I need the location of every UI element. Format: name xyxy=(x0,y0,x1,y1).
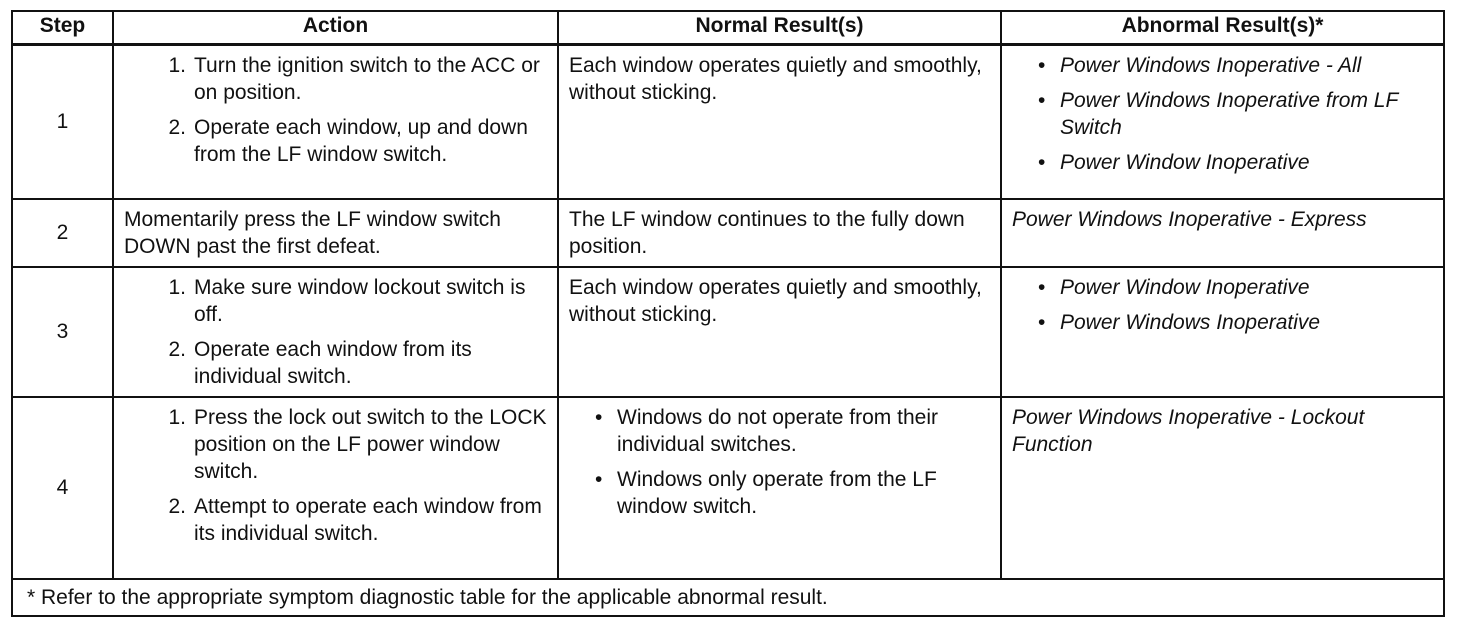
diagnostic-table xyxy=(11,10,1445,617)
step-number: 4 xyxy=(12,397,113,579)
abnormal-result-list xyxy=(1012,274,1435,336)
abnormal-result-cell xyxy=(1001,45,1444,199)
abnormal-result-link[interactable]: • Power Windows Inoperative - All xyxy=(1060,52,1435,79)
normal-result-list xyxy=(569,404,992,520)
action-list xyxy=(124,274,549,390)
action-item: Operate each window from its individual switch. xyxy=(194,337,472,388)
header-step: Step xyxy=(12,11,113,45)
normal-result-item: • Windows do not operate from their individual switches. xyxy=(617,404,992,458)
table-row xyxy=(12,397,1444,579)
action-cell: Momentarily press the LF window switch DOWN past the first defeat. xyxy=(113,199,558,267)
abnormal-result-link[interactable]: Power Windows Inoperative - Lockout Function xyxy=(1001,397,1444,579)
action-list xyxy=(124,404,549,547)
action-cell xyxy=(113,45,558,199)
diagnostic-table-container xyxy=(11,10,1443,617)
normal-result-cell: Each window operates quietly and smoothly, without sticking. xyxy=(558,267,1001,397)
table-row xyxy=(12,45,1444,199)
action-list xyxy=(124,52,549,168)
header-abnormal-results: Abnormal Result(s)* xyxy=(1001,11,1444,45)
action-item: Make sure window lockout switch is off. xyxy=(194,275,526,326)
normal-result-item: • Windows only operate from the LF window switch. xyxy=(617,466,992,520)
step-number: 3 xyxy=(12,267,113,397)
action-cell xyxy=(113,397,558,579)
abnormal-result-cell xyxy=(1001,267,1444,397)
abnormal-result-link[interactable]: • Power Windows Inoperative from LF Switch xyxy=(1060,87,1435,141)
table-row xyxy=(12,267,1444,397)
action-item: Turn the ignition switch to the ACC or on position. xyxy=(194,54,540,104)
footnote-row xyxy=(12,579,1444,616)
abnormal-result-link[interactable]: • Power Window Inoperative xyxy=(1060,149,1435,176)
abnormal-result-link[interactable]: • Power Windows Inoperative xyxy=(1060,309,1435,336)
table-row xyxy=(12,199,1444,267)
abnormal-result-link[interactable]: • Power Window Inoperative xyxy=(1060,274,1435,301)
normal-result-cell: The LF window continues to the fully down position. xyxy=(558,199,1001,267)
normal-result-cell: Each window operates quietly and smoothly, without sticking. xyxy=(558,45,1001,199)
abnormal-result-link[interactable]: Power Windows Inoperative - Express xyxy=(1001,199,1444,267)
action-item: Attempt to operate each window from its individual switch. xyxy=(194,494,542,545)
header-action: Action xyxy=(113,11,558,45)
action-cell xyxy=(113,267,558,397)
step-number: 1 xyxy=(12,45,113,199)
abnormal-result-list xyxy=(1012,52,1435,176)
action-item: Press the lock out switch to the LOCK position on the LF power window switch. xyxy=(194,405,547,483)
normal-result-cell xyxy=(558,397,1001,579)
step-number: 2 xyxy=(12,199,113,267)
header-row xyxy=(12,11,1444,45)
action-item: Operate each window, up and down from the LF window switch. xyxy=(194,116,528,166)
footnote: * Refer to the appropriate symptom diagnostic table for the applicable abnormal result. xyxy=(12,579,1444,616)
header-normal-results: Normal Result(s) xyxy=(558,11,1001,45)
